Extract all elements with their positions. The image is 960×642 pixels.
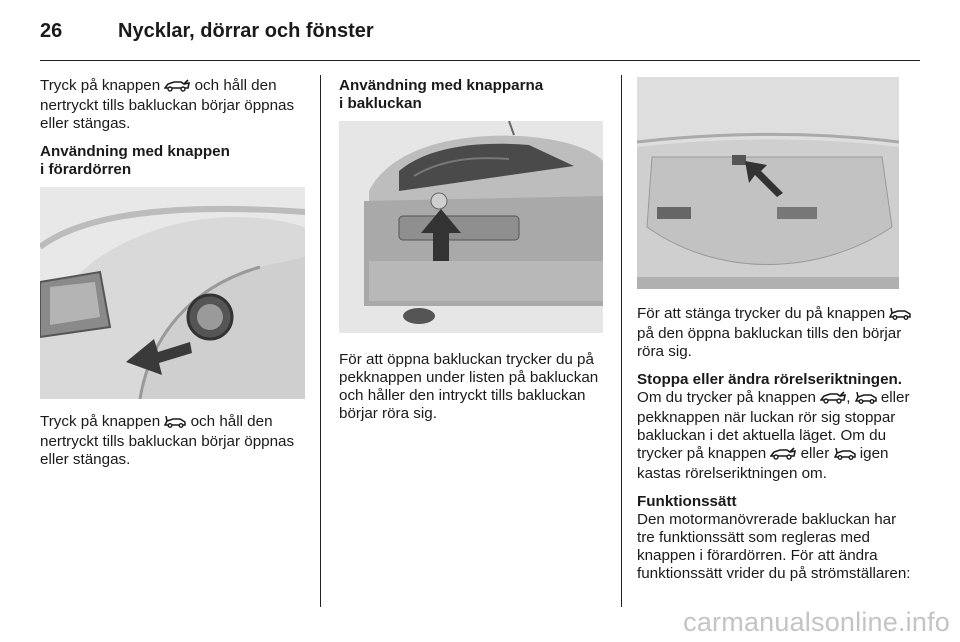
heading-line: Användning med knapparna <box>339 77 544 94</box>
tailgate-close-icon <box>855 391 877 409</box>
paragraph <box>40 413 305 469</box>
heading-line: Användning med knappen <box>40 143 230 160</box>
column-divider <box>621 75 622 607</box>
column-left <box>40 77 305 469</box>
page-header <box>40 18 920 61</box>
heading-line: i förardörren <box>40 161 132 178</box>
text: Tryck på knappen <box>40 77 165 94</box>
page-title: Nycklar, dörrar och fönster <box>118 20 374 42</box>
section-heading: Funktionssätt <box>637 493 737 510</box>
tailgate-touch-button-photo <box>339 121 603 333</box>
text: och håll den nertryckt tills bakluckan börjar öppnas eller stängas. <box>40 77 295 132</box>
text: och håll den nertryckt tills bakluckan börjar öppnas eller stängas. <box>40 413 295 468</box>
paragraph: För att öppna bakluckan trycker du på pekknappen under listen på bakluckan och håller den intryckt tills bakluckan börjar röra sig. <box>339 351 599 422</box>
text: För att stänga trycker du på knappen <box>637 305 890 322</box>
tailgate-close-icon <box>164 415 186 433</box>
column-middle <box>339 77 603 423</box>
text: Om du trycker på knappen <box>637 389 821 406</box>
watermark: carmanualsonline.info <box>683 607 950 637</box>
driver-door-button-photo <box>40 187 305 399</box>
text: Tryck på knappen <box>40 413 165 430</box>
text: eller pekknappen när luckan rör sig stoppar bakluckan i det aktuella läget. Om du trycker på knappen <box>637 389 910 462</box>
car-open-tailgate-icon <box>164 79 190 97</box>
paragraph <box>40 77 305 133</box>
text: eller <box>796 445 834 462</box>
paragraph <box>637 305 913 361</box>
tailgate-close-icon <box>889 307 911 325</box>
page-number: 26 <box>40 20 63 42</box>
text: igen kastas rörelseriktningen om. <box>637 445 889 482</box>
car-open-tailgate-icon <box>770 447 796 465</box>
text: på den öppna bakluckan tills den börjar röra sig. <box>637 325 902 360</box>
column-divider <box>320 75 321 607</box>
section-heading <box>339 77 603 113</box>
car-open-tailgate-icon <box>820 391 846 409</box>
section-heading <box>40 143 305 179</box>
heading-line: i bakluckan <box>339 95 422 112</box>
text: , <box>846 389 855 406</box>
paragraph <box>637 389 913 483</box>
column-right <box>637 77 913 583</box>
tailgate-close-icon <box>834 447 856 465</box>
section-heading: Stoppa eller ändra rörelseriktningen. <box>637 371 903 388</box>
paragraph: Den motormanövrerade bakluckan har tre funktionssätt som regleras med knappen i förardörren. För att ändra funktionssätt vrider du på strömställaren: <box>637 511 911 582</box>
open-tailgate-button-photo <box>637 77 899 289</box>
